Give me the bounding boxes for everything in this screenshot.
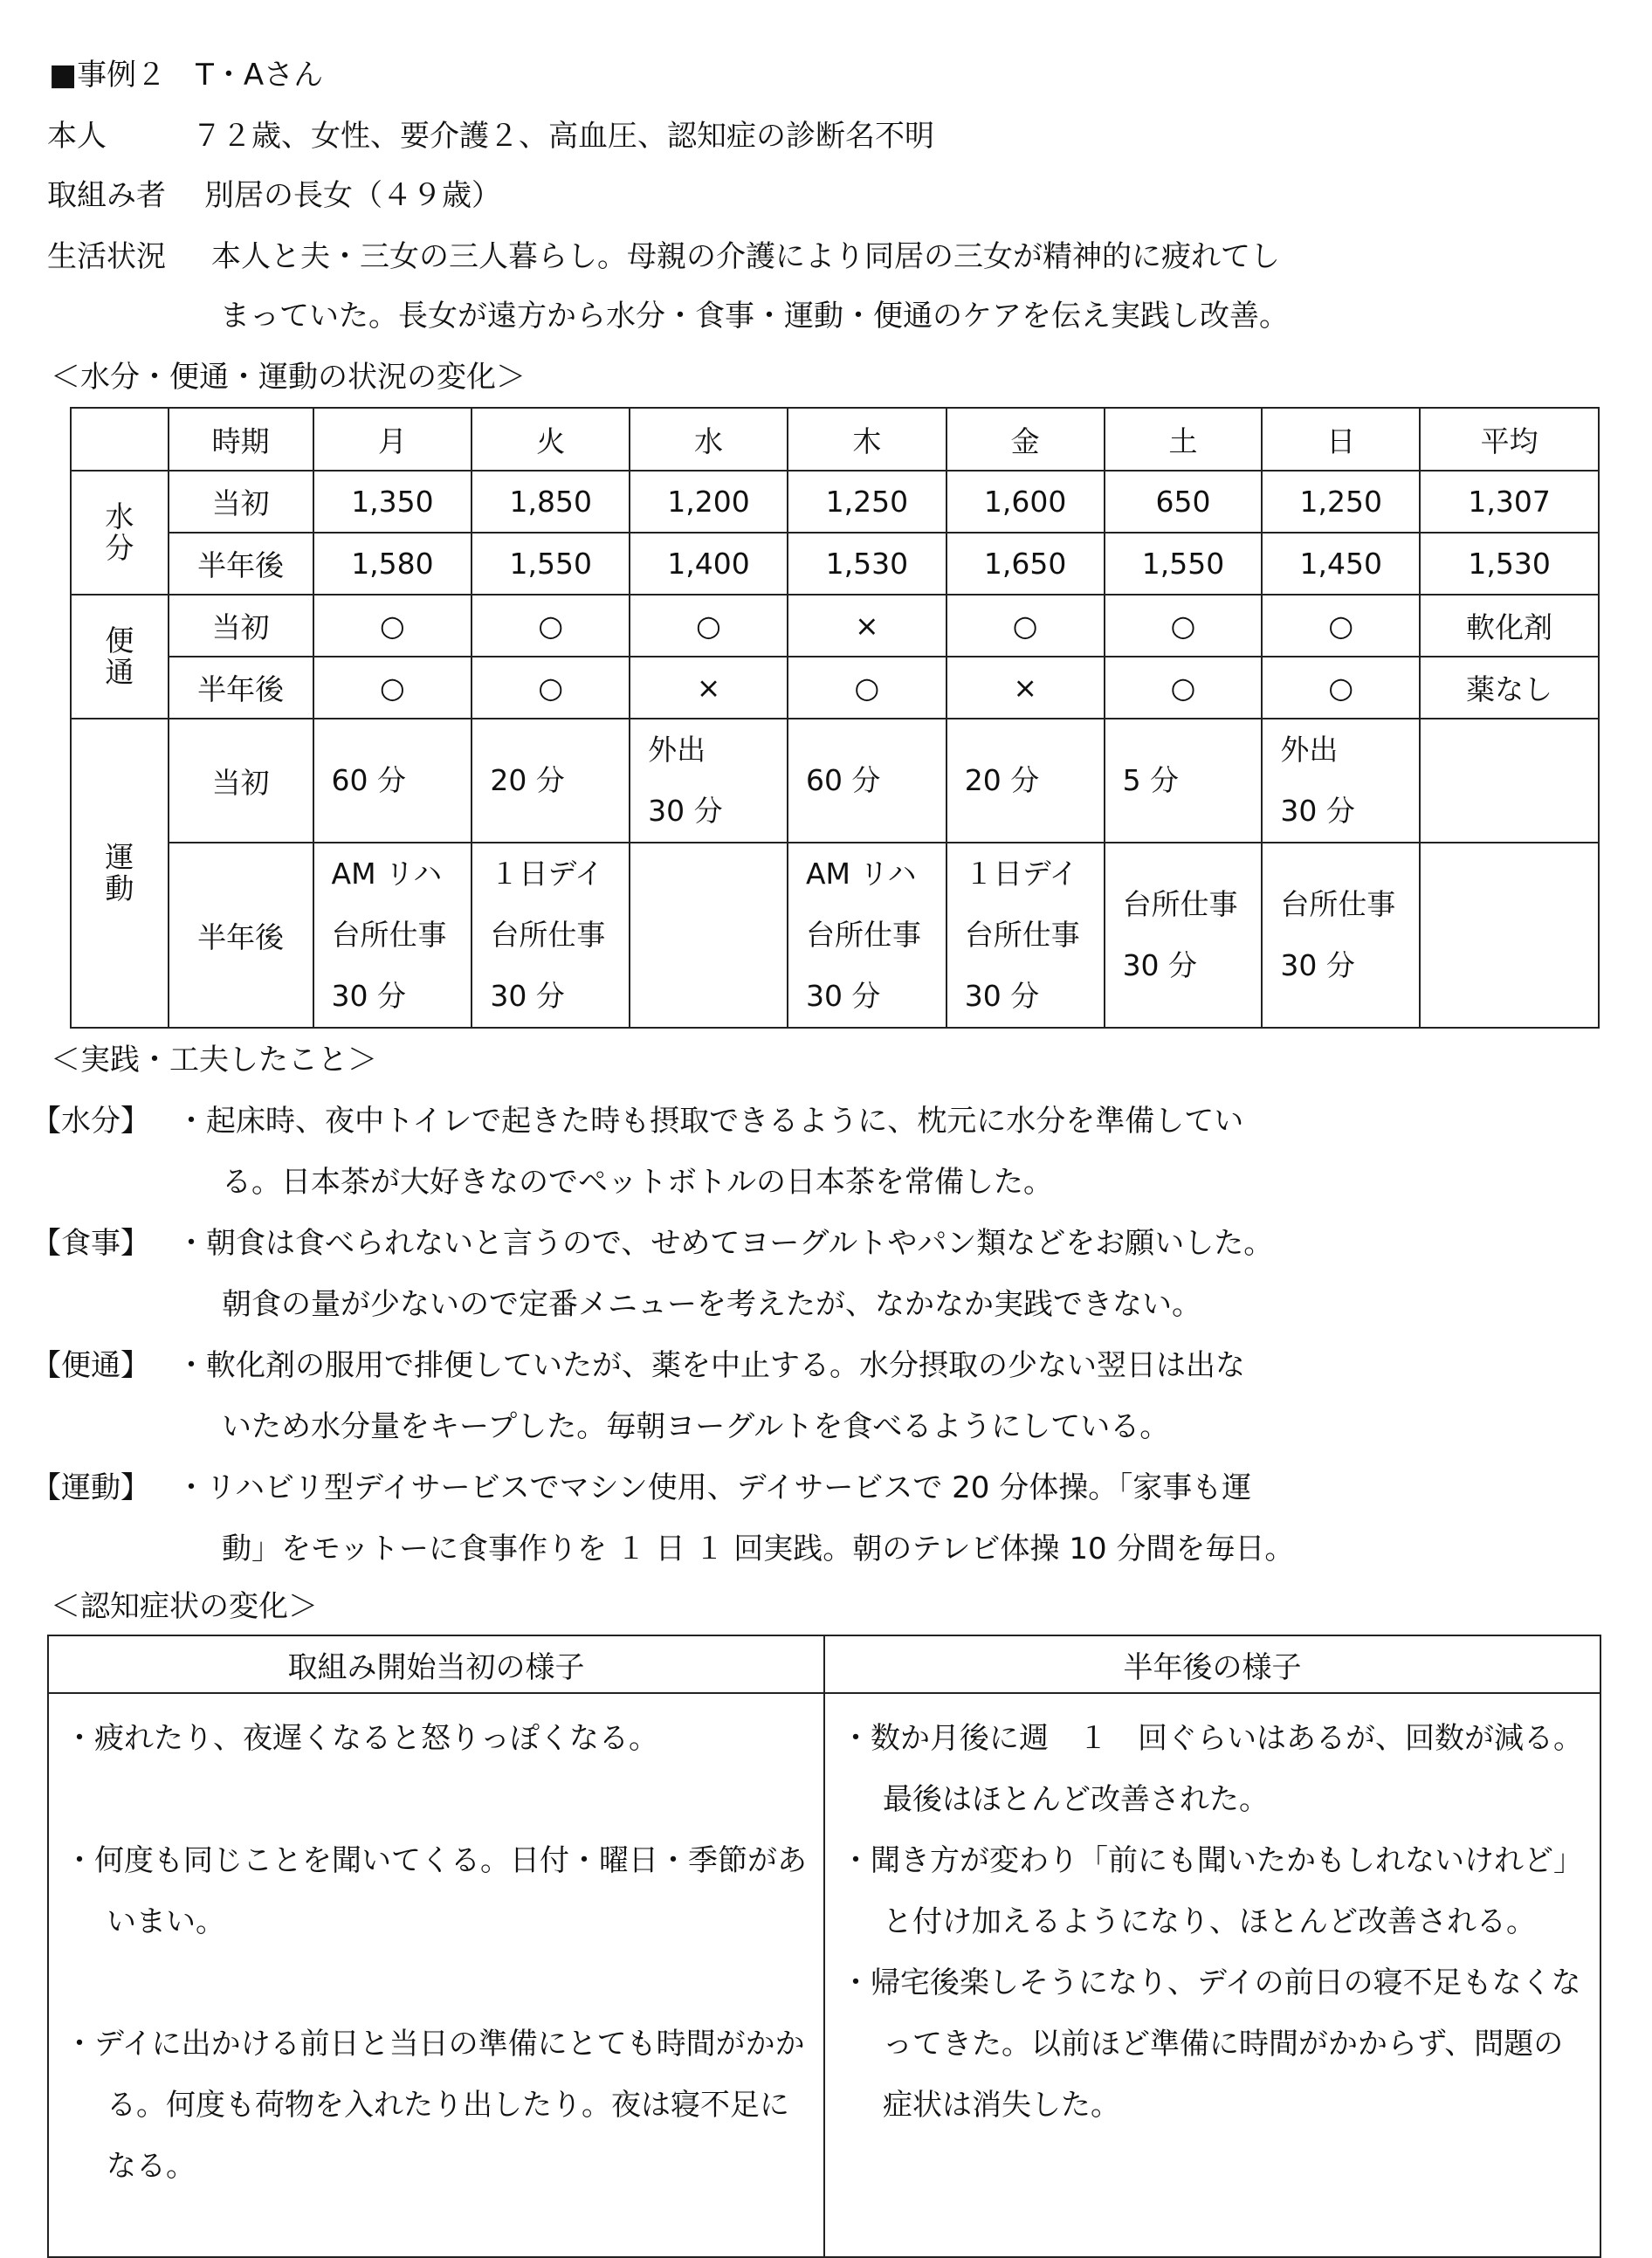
list-item: ・何度も同じことを聞いてくる。日付・曜日・季節があいまい。 <box>65 1843 807 1939</box>
cell-line: 台所仕事 <box>331 918 447 952</box>
period-cell: 半年後 <box>169 533 313 595</box>
stats-header-row <box>71 408 1599 471</box>
profile-row-living <box>47 236 1280 278</box>
value-cell: 1,650 <box>946 533 1105 595</box>
header-cell: 時期 <box>169 408 313 471</box>
header-cell: 月 <box>313 408 472 471</box>
period-cell: 当初 <box>169 719 313 843</box>
cell-line: 台所仕事 <box>805 918 921 952</box>
vertical-char: 運 <box>105 840 134 874</box>
value-cell: 1,530 <box>1420 533 1599 595</box>
case-title: ■事例２ T・Aさん <box>49 58 324 93</box>
cell-line: 60 分 <box>805 763 881 797</box>
value-cell: ○ <box>472 595 630 657</box>
practice-label: 【水分】 <box>31 1104 150 1139</box>
period-cell: 半年後 <box>169 657 313 719</box>
exercise-cell <box>1262 843 1420 1028</box>
value-cell: 1,850 <box>472 471 630 533</box>
table-row <box>71 533 1599 595</box>
value-cell: ○ <box>1105 595 1263 657</box>
section-title-practices: ＜実践・工夫したこと＞ <box>51 1043 377 1077</box>
exercise-cell <box>313 843 472 1028</box>
value-cell: ○ <box>1262 595 1420 657</box>
cell-line: 台所仕事 <box>1122 887 1238 921</box>
cell-line: 5 分 <box>1122 763 1180 797</box>
header-cell: 半年後の様子 <box>824 1635 1600 1693</box>
vertical-label <box>72 501 168 564</box>
stats-table <box>70 407 1600 1029</box>
table-row <box>71 843 1599 1028</box>
value-cell: 1,600 <box>946 471 1105 533</box>
vertical-char: 分 <box>105 531 134 565</box>
cell-line: 台所仕事 <box>1280 887 1396 921</box>
header-cell: 平均 <box>1420 408 1599 471</box>
vertical-char: 水 <box>105 499 134 534</box>
cell-line: 台所仕事 <box>490 918 606 952</box>
value-cell: 1,350 <box>313 471 472 533</box>
cell-line: 20 分 <box>964 763 1040 797</box>
exercise-cell <box>313 719 472 843</box>
cell-line: 20 分 <box>490 763 565 797</box>
practice-water <box>31 1100 1243 1142</box>
practice-text: ・軟化剤の服用で排便していたが、薬を中止する。水分摂取の少ない翌日は出な <box>176 1348 1245 1383</box>
cell-line: １日デイ <box>964 857 1078 891</box>
cell-line: 30 分 <box>648 794 723 828</box>
list-item: ・聞き方が変わり「前にも聞いたかもしれないけれど」と付け加えるようになり、ほとんど改善される。 <box>841 1843 1583 1939</box>
profile-row-actor <box>47 175 501 217</box>
value-cell: 1,450 <box>1262 533 1420 595</box>
cell-line: 30 分 <box>1280 794 1355 828</box>
cell-line: 外出 <box>648 733 706 767</box>
header-cell: 金 <box>946 408 1105 471</box>
table-row <box>71 595 1599 657</box>
profile-row-person <box>47 115 934 157</box>
period-cell: 半年後 <box>169 843 313 1028</box>
value-cell: × <box>630 657 788 719</box>
list-item: ・疲れたり、夜遅くなると怒りっぽくなる。 <box>65 1721 658 1756</box>
value-cell: ○ <box>1105 657 1263 719</box>
value-cell: ○ <box>1262 657 1420 719</box>
table-row <box>71 657 1599 719</box>
practice-text: ・朝食は食べられないと言うので、せめてヨーグルトやパン類などをお願いした。 <box>176 1226 1274 1261</box>
profile-label: 生活状況 <box>47 239 166 274</box>
cell-line: 30 分 <box>490 979 565 1013</box>
exercise-cell <box>630 843 788 1028</box>
cell-line: 外出 <box>1280 733 1339 767</box>
value-cell: 薬なし <box>1420 657 1599 719</box>
exercise-cell <box>788 719 946 843</box>
exercise-cell <box>1420 719 1599 843</box>
exercise-cell <box>1105 719 1263 843</box>
section-title-cognitive: ＜認知症状の変化＞ <box>51 1589 318 1624</box>
value-cell: 1,200 <box>630 471 788 533</box>
value-cell: 1,250 <box>788 471 946 533</box>
cell-line: 30 分 <box>1122 948 1198 982</box>
exercise-cell <box>1420 843 1599 1028</box>
table-row <box>71 719 1599 843</box>
practice-continuation: る。日本茶が大好きなのでペットボトルの日本茶を常備した。 <box>222 1165 1053 1200</box>
profile-label: 本人 <box>47 119 107 154</box>
value-cell: 1,250 <box>1262 471 1420 533</box>
row-group-label-exercise <box>71 719 169 1028</box>
cell-line: １日デイ <box>490 857 604 891</box>
profile-label: 取組み者 <box>47 178 166 213</box>
exercise-cell <box>472 719 630 843</box>
section-title-stats: ＜水分・便通・運動の状況の変化＞ <box>51 360 526 395</box>
value-cell: 1,550 <box>1105 533 1263 595</box>
header-cell: 火 <box>472 408 630 471</box>
list-item: ・帰宅後楽しそうになり、デイの前日の寝不足もなくなってきた。以前ほど準備に時間がかからず、問題の症状は消失した。 <box>841 1965 1581 2123</box>
value-cell: × <box>946 657 1105 719</box>
exercise-cell <box>472 843 630 1028</box>
practice-label: 【便通】 <box>31 1348 150 1383</box>
value-cell: 1,580 <box>313 533 472 595</box>
exercise-cell <box>1105 843 1263 1028</box>
value-cell: ○ <box>313 595 472 657</box>
practice-text: ・リハビリ型デイサービスでマシン使用、デイサービスで 20 分体操。「家事も運 <box>176 1470 1252 1505</box>
value-cell: 650 <box>1105 471 1263 533</box>
after-column <box>824 1693 1600 2257</box>
practice-continuation: いため水分量をキープした。毎朝ヨーグルトを食べるようにしている。 <box>222 1409 1170 1444</box>
header-cell: 日 <box>1262 408 1420 471</box>
profile-value: 本人と夫・三女の三人暮らし。母親の介護により同居の三女が精神的に疲れてし <box>211 239 1280 274</box>
practice-continuation: 朝食の量が少ないので定番メニューを考えたが、なかなか実践できない。 <box>222 1287 1201 1322</box>
cell-line: AM リハ <box>331 857 443 891</box>
list-item: ・数か月後に週 １ 回ぐらいはあるが、回数が減る。最後はほとんど改善された。 <box>841 1721 1583 1817</box>
row-group-label-water <box>71 471 169 595</box>
practice-label: 【運動】 <box>31 1470 150 1505</box>
before-column <box>48 1693 824 2257</box>
vertical-char: 便 <box>105 623 134 657</box>
practice-continuation: 動」をモットーに食事作りを １ 日 １ 回実践。朝のテレビ体操 10 分間を毎日。 <box>222 1532 1295 1566</box>
profile-continuation: まっていた。長女が遠方から水分・食事・運動・便通のケアを伝え実践し改善。 <box>220 299 1289 334</box>
vertical-label <box>72 842 168 905</box>
row-group-label-bowel <box>71 595 169 719</box>
value-cell: 1,307 <box>1420 471 1599 533</box>
cognitive-body-row <box>48 1693 1600 2257</box>
practice-text: ・起床時、夜中トイレで起きた時も摂取できるように、枕元に水分を準備してい <box>176 1104 1244 1139</box>
vertical-label <box>72 625 168 688</box>
header-cell: 水 <box>630 408 788 471</box>
vertical-char: 通 <box>105 655 134 689</box>
cell-line: 30 分 <box>964 979 1040 1013</box>
cell-line: 台所仕事 <box>964 918 1080 952</box>
cognitive-header-row <box>48 1635 1600 1693</box>
value-cell: ○ <box>472 657 630 719</box>
value-cell: ○ <box>630 595 788 657</box>
practice-exercise <box>31 1467 1251 1509</box>
cell-line: 30 分 <box>805 979 881 1013</box>
period-cell: 当初 <box>169 471 313 533</box>
cognitive-table <box>47 1635 1601 2258</box>
cell-line: 60 分 <box>331 763 407 797</box>
value-cell: 1,550 <box>472 533 630 595</box>
practice-label: 【食事】 <box>31 1226 150 1261</box>
exercise-cell <box>946 719 1105 843</box>
exercise-cell <box>788 843 946 1028</box>
value-cell: 1,400 <box>630 533 788 595</box>
period-cell: 当初 <box>169 595 313 657</box>
value-cell: ○ <box>313 657 472 719</box>
profile-value: ７２歳、女性、要介護２、高血圧、認知症の診断名不明 <box>192 119 934 154</box>
cell-line: 30 分 <box>1280 948 1355 982</box>
vertical-char: 動 <box>105 871 134 905</box>
header-cell: 土 <box>1105 408 1263 471</box>
header-cell: 木 <box>788 408 946 471</box>
value-cell: ○ <box>946 595 1105 657</box>
table-row <box>71 471 1599 533</box>
cell-line: AM リハ <box>805 857 917 891</box>
profile-value: 別居の長女（４９歳） <box>204 178 501 213</box>
list-item: ・デイに出かける前日と当日の準備にとても時間がかかる。何度も荷物を入れたり出したり。夜は寝不足になる。 <box>65 2027 805 2184</box>
value-cell: ○ <box>788 657 946 719</box>
value-cell: 軟化剤 <box>1420 595 1599 657</box>
cell-line: 30 分 <box>331 979 407 1013</box>
value-cell: × <box>788 595 946 657</box>
header-cell <box>71 408 169 471</box>
exercise-cell <box>1262 719 1420 843</box>
value-cell: 1,530 <box>788 533 946 595</box>
exercise-cell <box>630 719 788 843</box>
practice-bowel <box>31 1345 1245 1387</box>
exercise-cell <box>946 843 1105 1028</box>
practice-meal <box>31 1222 1273 1264</box>
header-cell: 取組み開始当初の様子 <box>48 1635 824 1693</box>
